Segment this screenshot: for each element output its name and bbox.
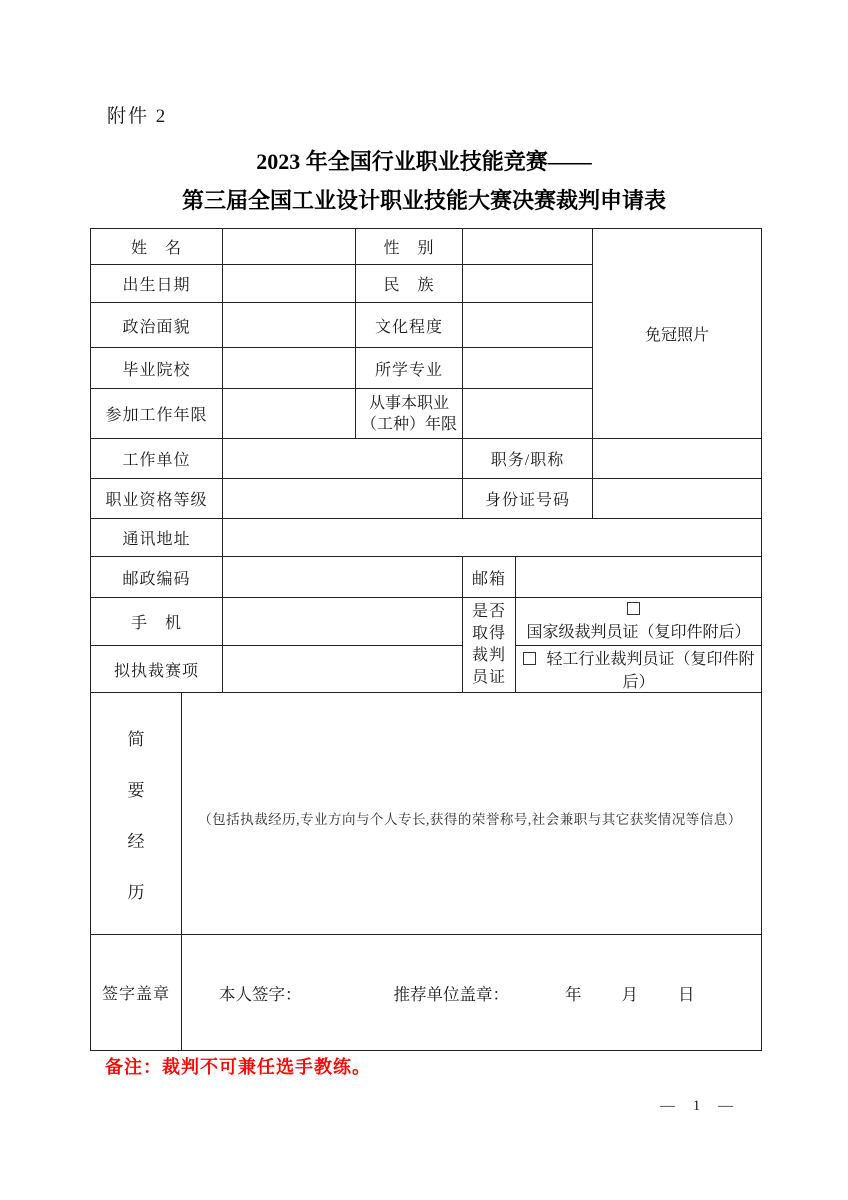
attachment-label: 附件 2	[107, 106, 168, 127]
id-number-value-cell[interactable]	[593, 479, 762, 519]
qualification-level-label: 职业资格等级	[91, 479, 223, 519]
work-years-value-cell[interactable]	[223, 389, 356, 439]
political-status-label: 政治面貌	[91, 303, 223, 348]
birth-date-value-cell[interactable]	[223, 265, 356, 303]
self-signature-label: 本人签字：	[219, 984, 302, 1004]
position-title-value-cell[interactable]	[593, 439, 762, 479]
referee-cert-question-line4: 员证	[472, 669, 507, 686]
address-value-cell[interactable]	[223, 519, 762, 557]
birth-date-label: 出生日期	[91, 265, 223, 303]
education-level-value-cell[interactable]	[463, 303, 593, 348]
id-number-label: 身份证号码	[463, 479, 593, 519]
events-value-cell[interactable]	[223, 646, 463, 693]
major-value-cell[interactable]	[463, 348, 593, 389]
photo-placeholder-cell[interactable]: 免冠照片	[593, 229, 762, 439]
school-value-cell[interactable]	[223, 348, 356, 389]
month-label: 月	[621, 984, 638, 1004]
brief-label-char4: 历	[127, 882, 145, 902]
remark-note: 备注：裁判不可兼任选手教练。	[105, 1057, 371, 1077]
national-cert-checkbox-icon[interactable]	[627, 602, 640, 615]
mobile-label: 手 机	[91, 598, 223, 646]
occupation-years-label-line2: （工种）年限	[361, 415, 458, 433]
document-title-line1: 2023 年全国行业职业技能竞赛——	[256, 149, 592, 174]
events-label: 拟执裁赛项	[91, 646, 223, 693]
occupation-years-label-line1: 从事本职业	[369, 394, 450, 412]
page-number: — 1 —	[660, 1098, 740, 1114]
postcode-value-cell[interactable]	[223, 557, 463, 598]
brief-label-char2: 要	[127, 780, 145, 800]
signature-seal-label: 签字盖章	[91, 935, 182, 1051]
name-label: 姓 名	[91, 229, 223, 265]
industry-cert-label: 轻工行业裁判员证（复印件附后）	[546, 651, 755, 691]
brief-experience-label	[91, 693, 182, 935]
school-label: 毕业院校	[91, 348, 223, 389]
employer-label: 工作单位	[91, 439, 223, 479]
referee-application-table	[90, 228, 762, 1051]
postcode-label: 邮政编码	[91, 557, 223, 598]
occupation-years-label	[356, 389, 463, 439]
email-value-cell[interactable]	[516, 557, 762, 598]
position-title-label: 职务/职称	[463, 439, 593, 479]
occupation-years-value-cell[interactable]	[463, 389, 593, 439]
referee-cert-question-line1: 是否	[472, 603, 507, 620]
gender-value-cell[interactable]	[463, 229, 593, 265]
referee-cert-question-line3: 裁判	[472, 647, 507, 664]
brief-label-char1: 简	[127, 729, 145, 749]
national-cert-option	[516, 598, 762, 646]
ethnicity-value-cell[interactable]	[463, 265, 593, 303]
major-label: 所学专业	[356, 348, 463, 389]
industry-cert-checkbox-icon[interactable]	[523, 652, 536, 665]
national-cert-label: 国家级裁判员证（复印件附后）	[526, 624, 751, 641]
referee-cert-question-line2: 取得	[472, 625, 507, 642]
gender-label: 性 别	[356, 229, 463, 265]
industry-cert-option	[516, 646, 762, 693]
ethnicity-label: 民 族	[356, 265, 463, 303]
signature-area-cell[interactable]	[182, 935, 762, 1051]
address-label: 通讯地址	[91, 519, 223, 557]
unit-seal-label: 推荐单位盖章：	[393, 984, 509, 1004]
document-title-line2: 第三届全国工业设计职业技能大赛决赛裁判申请表	[181, 188, 666, 213]
mobile-value-cell[interactable]	[223, 598, 463, 646]
name-value-cell[interactable]	[223, 229, 356, 265]
referee-cert-question-label	[463, 598, 516, 693]
year-label: 年	[565, 984, 582, 1004]
brief-experience-input-cell[interactable]	[182, 693, 762, 935]
education-level-label: 文化程度	[356, 303, 463, 348]
employer-value-cell[interactable]	[223, 439, 463, 479]
day-label: 日	[678, 984, 695, 1004]
brief-label-char3: 经	[127, 831, 145, 851]
political-status-value-cell[interactable]	[223, 303, 356, 348]
work-years-label: 参加工作年限	[91, 389, 223, 439]
qualification-level-value-cell[interactable]	[223, 479, 463, 519]
email-label: 邮箱	[463, 557, 516, 598]
brief-experience-hint: （包括执裁经历,专业方向与个人专长,获得的荣誉称号,社会兼职与其它获奖情况等信息）	[198, 811, 742, 827]
